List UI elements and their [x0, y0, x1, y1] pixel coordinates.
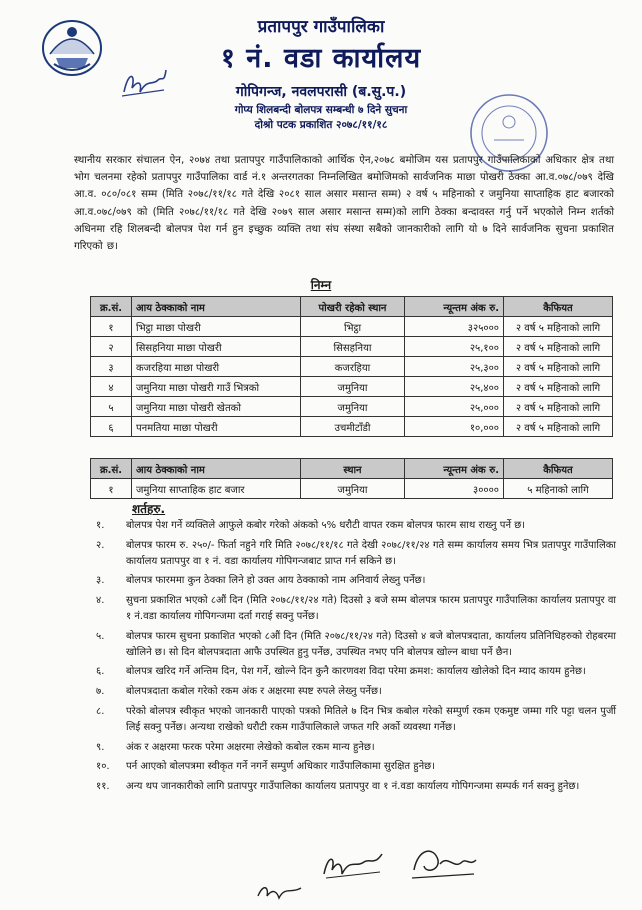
table-cell: उचमीटाँडी: [301, 417, 405, 437]
term-number: ६.: [96, 666, 105, 678]
table-cell: भिट्ठा माछा पोखरी: [132, 317, 301, 337]
term-number: ४.: [96, 595, 105, 607]
signature-mark: [404, 840, 480, 886]
column-header: न्यून्तम अंक रु.: [405, 459, 504, 479]
intro-paragraph: स्थानीय सरकार संचालन ऐन, २०७४ तथा प्रतापपुर गाउँपालिकाको आर्थिक ऐन,२०७८ बमोजिम यस प्रतापपुर गाउँपालिकाको अधिकार क्षेत्र तथा भोग चलनमा रहेको प्रतापपुर गाउँपालिका वार्ड नं.१ अन्तरगतका निम्नलिखित बमोजिमको सार्वजनिक माछा पोखरी ठेक्का आ.व.०७८/०७९ देखि आ.व. ०८०/०८१ सम्म (मिति २०७८/११/१८ गते देखि २०८१ साल असार मसान्त सम्म) २ वर्ष ५ महिनाको र जमुनिया साप्ताहिक हाट बजारको आ.व.०७८/०७९ को (मिति २०७८/११/१८ गते देखि २०७९ साल असार मसान्त सम्म)को लागि ठेक्का बन्दावस्त गर्नु पर्ने भएकोले निम्न शर्तको अधिनमा रहि शिलबन्दी बोलपत्र पेश गर्न हुन इच्छुक व्यक्ति तथा संघ संस्था सबैको जानकारीको लागि यो ७ दिने सार्वजनिक सुचना प्रकाशित गरिएको छ।: [74, 155, 614, 253]
table-cell: ३००००: [405, 479, 504, 499]
section-heading: निम्न: [310, 278, 332, 292]
term-text: बोलपत्र फारम रु. २५०/- फिर्ता नहुने गरि मिति २०७८/११/१८ गते देखी २०७८/११/२४ गते सम्म कार्यालय समय भित्र प्रतापपुर गाउँपालिका कार्यालय प्रतापपुर वा १ नं. वडा कार्यालय गोपिगन्जबाट प्राप्त गर्न सकिने छ।: [126, 539, 616, 567]
column-header: कैफियत: [504, 459, 613, 479]
term-item: [96, 759, 616, 775]
term-text: परेको बोलपत्र स्वीकृत भएको जानकारी पाएको पत्रको मितिले ७ दिन भित्र कबोल गरेको सम्पुर्ण रकम एकमुष्ट जम्मा गरि पट्टा चलन पुर्जी लिई सक्नु पर्नेछ। अन्यथा राखेको धरौटी रकम गाउँपालिकाले जफत गरि अर्को व्यवस्था गर्नेछ।: [126, 705, 616, 733]
term-text: बोलपत्र पेश गर्ने व्यक्तिले आफुले कबोर गरेको अंकको ५% धरौटी वापत रकम बोलपत्र फारम साथ राख्नु पर्ने छ।: [126, 520, 525, 531]
term-text: सुचना प्रकाशित भएको ८औं दिन (मिति २०७८/११/२४ गते) दिउसो ३ बजे सम्म बोलपत्र फारम प्रतापपुर गाउँपालिका कार्यालय प्रतापपुर वा १ नं.वडा कार्यालय गोपिगन्जमा दर्ता गराई सक्नु पर्नेछ।: [126, 595, 616, 622]
term-number: ९.: [96, 741, 105, 753]
table-cell: ५ महिनाको लागि: [504, 479, 613, 499]
term-item: [96, 779, 616, 795]
term-item: [96, 740, 616, 756]
column-header: स्थान: [301, 459, 405, 479]
term-item: [96, 704, 616, 736]
signature-mark: [320, 848, 390, 882]
signature-mark: [255, 880, 305, 904]
term-text: बोलपत्रदाता कबोल गरेको रकम अंक र अक्षरमा स्पष्ट रुपले लेख्नु पर्नेछ।: [126, 686, 382, 698]
term-item: [96, 573, 616, 589]
fish-pond-table: [90, 296, 613, 437]
table-cell: १: [91, 317, 132, 337]
term-item: [96, 518, 616, 534]
table-cell: २ वर्ष ५ महिनाको लागि: [504, 397, 613, 417]
term-text: बोलपत्र खरिद गर्ने अन्तिम दिन, पेश गर्ने, खोल्ने दिन कुनै कारणवश विदा परेमा क्रमश: कार्यालय खोलेको दिन म्याद कायम हुनेछ।: [126, 666, 586, 678]
term-text: पर्न आएको बोलपत्रमा स्वीकृत गर्ने नगर्ने सम्पुर्ण अधिकार गाउँपालिकामा सुरक्षित हुनेछ।: [126, 761, 435, 773]
table-cell: २५,१००: [405, 337, 504, 357]
table-cell: २: [91, 337, 132, 357]
term-number: ३.: [96, 575, 105, 587]
table-header-row: [91, 297, 613, 317]
publication-note: दोश्रो पटक प्रकाशित २०७८/११/१८: [254, 119, 388, 131]
table-row: [91, 317, 613, 337]
term-number: १.: [96, 520, 105, 531]
table-cell: २ वर्ष ५ महिनाको लागि: [504, 337, 613, 357]
term-item: [96, 629, 616, 661]
term-number: ५.: [96, 630, 105, 642]
term-text: अंक र अक्षरमा फरक परेमा अक्षरमा लेखेको कबोल रकम मान्य हुनेछ।: [126, 741, 375, 753]
table-cell: २५,०००: [405, 397, 504, 417]
table-cell: ३: [91, 357, 132, 377]
terms-list: [96, 518, 616, 799]
municipality-name: प्रतापपुर गाउँपालिका: [257, 17, 385, 37]
table-row: [91, 357, 613, 377]
table-row: [91, 377, 613, 397]
term-number: ११.: [96, 781, 110, 793]
table-cell: २५,४००: [405, 377, 504, 397]
table-cell: पनमतिया माछा पोखरी: [132, 417, 301, 437]
table-cell: जमुनिया साप्ताहिक हाट बजार: [132, 479, 301, 499]
table-cell: २ वर्ष ५ महिनाको लागि: [504, 417, 613, 437]
term-item: [96, 684, 616, 700]
table-cell: २५,३००: [405, 357, 504, 377]
table-cell: जमुनिया माछा पोखरी गाउँ भित्रको: [132, 377, 301, 397]
column-header: कैफियत: [504, 297, 613, 317]
column-header: आय ठेक्काको नाम: [132, 297, 301, 317]
table-cell: १०,०००: [405, 417, 504, 437]
table-cell: भिट्ठा: [301, 317, 405, 337]
term-item: [96, 664, 616, 680]
term-number: ८.: [96, 705, 105, 717]
table-cell: २ वर्ष ५ महिनाको लागि: [504, 357, 613, 377]
column-header: पोखरी रहेको स्थान: [301, 297, 405, 317]
table-cell: २ वर्ष ५ महिनाको लागि: [504, 377, 613, 397]
table-row: [91, 397, 613, 417]
office-address: गोपिगन्ज, नवलपरासी (ब.सु.प.): [235, 84, 407, 100]
table-cell: ४: [91, 377, 132, 397]
table-cell: ५: [91, 397, 132, 417]
term-number: १०.: [96, 761, 110, 773]
terms-heading: शर्तहरु.: [132, 502, 166, 516]
table-cell: कजरहिया माछा पोखरी: [132, 357, 301, 377]
table-cell: सिसहनिया माछा पोखरी: [132, 337, 301, 357]
table-cell: जमुनिया: [301, 377, 405, 397]
table-cell: ३२५०००: [405, 317, 504, 337]
term-text: अन्य थप जानकारीको लागि प्रतापपुर गाउँपालिका कार्यालय प्रतापपुर वा १ नं.वडा कार्यालय गोपिगन्जमा सम्पर्क गर्न सक्नु हुनेछ।: [126, 781, 580, 793]
table-cell: सिसहनिया: [301, 337, 405, 357]
table-cell: कजरहिया: [301, 357, 405, 377]
column-header: क्र.सं.: [91, 459, 132, 479]
term-number: ७.: [96, 686, 105, 698]
table-cell: जमुनिया: [301, 397, 405, 417]
table-cell: जमुनिया माछा पोखरी खेतको: [132, 397, 301, 417]
term-number: २.: [96, 539, 105, 551]
market-table: [90, 458, 613, 499]
column-header: न्यून्तम अंक रु.: [405, 297, 504, 317]
table-row: [91, 417, 613, 437]
term-text: बोलपत्र फारम सुचना प्रकाशित भएको ८औं दिन (मिति २०७८/११/२४ गते) दिउसो ४ बजे बोलपत्रदाता, कार्यालय प्रतिनिधिहरुको रोहबरमा खोलिने छ। सो दिन बोलपत्रदाता आफै उपस्थित हुनु पर्नेछ, उपस्थित नभए पनि बोलपत्र खोल्न बाधा पर्ने छैन।: [126, 630, 616, 658]
column-header: क्र.सं.: [91, 297, 132, 317]
term-text: बोलपत्र फारममा कुन ठेक्का लिने हो उक्त आय ठेक्काको नाम अनिवार्य लेख्नु पर्नेछ।: [126, 575, 426, 587]
term-item: [96, 593, 616, 625]
table-cell: जमुनिया: [301, 479, 405, 499]
table-cell: २ वर्ष ५ महिनाको लागि: [504, 317, 613, 337]
office-title: १ नं. वडा कार्यालय: [220, 43, 422, 74]
notice-subtitle: गोप्य शिलबन्दी बोलपत्र सम्बन्धी ७ दिने सुचना: [234, 104, 408, 116]
table-cell: १: [91, 479, 132, 499]
term-item: [96, 538, 616, 570]
table-row: [91, 479, 613, 499]
table-header-row: [91, 459, 613, 479]
column-header: आय ठेक्काको नाम: [132, 459, 301, 479]
table-cell: ६: [91, 417, 132, 437]
table-row: [91, 337, 613, 357]
